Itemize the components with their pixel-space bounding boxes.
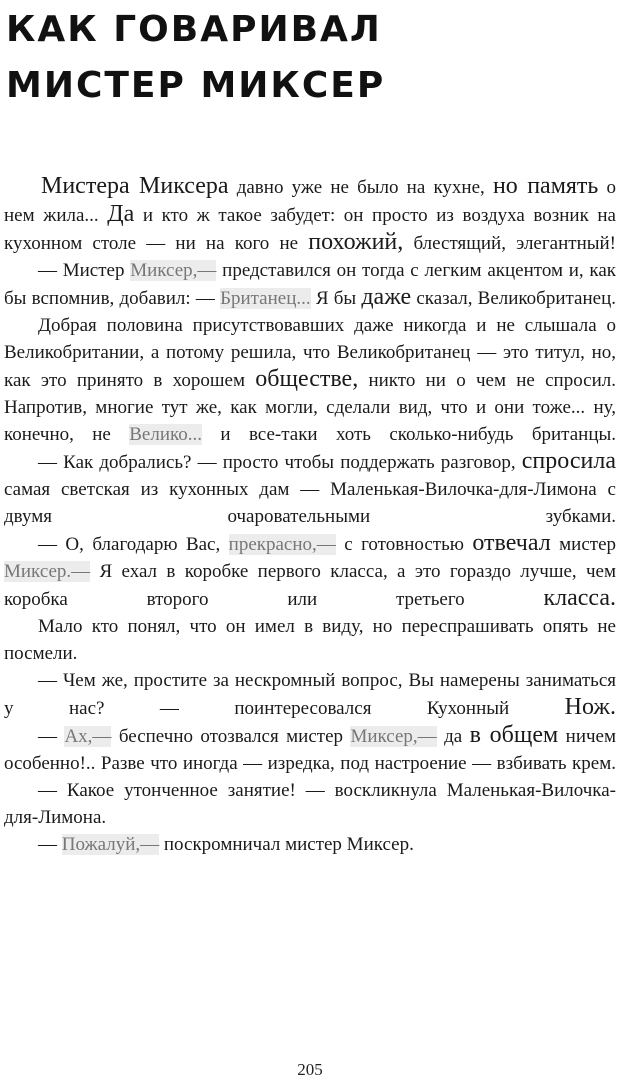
emphasized-text: Да — [107, 201, 135, 227]
text-run: да — [436, 726, 470, 747]
text-run: Я бы — [310, 288, 362, 309]
chapter-title-line-1: КАК ГОВАРИВАЛ — [6, 9, 382, 50]
highlighted-text: прекрасно,— — [228, 534, 336, 555]
emphasized-text: спросила — [521, 448, 616, 474]
text-run: сказал, Великобританец. — [411, 288, 617, 309]
highlighted-text: Ах,— — [64, 726, 112, 747]
text-run: беспечно отозвался мистер — [111, 726, 351, 747]
chapter-title-line-2: МИСТЕР МИКСЕР — [6, 65, 386, 106]
paragraph — [4, 312, 616, 448]
emphasized-text: Нож. — [564, 694, 616, 720]
highlighted-text: Миксер,— — [130, 260, 217, 281]
text-run: представился он тогда с легким акцентом и, как бы вспомнив, добавил: — — [4, 260, 616, 309]
text-run: и все-таки хоть сколько-нибудь британцы. — [202, 424, 616, 445]
text-run: с готовностью — [335, 534, 473, 555]
text-run: давно уже не было на кухне, — [228, 177, 493, 198]
text-run: — — [38, 834, 62, 855]
text-run: блестящий, элегантный! — [403, 233, 616, 254]
text-run: о нем жила... — [4, 177, 617, 226]
paragraph — [4, 530, 616, 613]
text-run: и кто ж такое забудет: он просто из воздуха возник на кухонном столе — ни на кого не — [4, 205, 616, 254]
paragraph — [4, 448, 616, 530]
text-run: — Чем же, простите за нескромный вопрос, Вы намерены заниматься у нас? — поинтересовался Кухонный — [4, 670, 616, 719]
text-run: — Мистер — [38, 260, 131, 281]
emphasized-text: отвечал — [472, 530, 551, 556]
highlighted-text: Велико... — [129, 424, 203, 445]
paragraph — [4, 777, 616, 831]
emphasized-text: даже — [361, 284, 412, 310]
text-run: — О, благодарю Вас, — [38, 534, 229, 555]
emphasized-text: класса. — [543, 585, 616, 611]
emphasized-text: Мистера Миксера — [41, 173, 229, 199]
text-run: никто ни о чем не спросил. Напротив, многие тут же, как могли, сделали вид, что и они тоже... ну, конечно, не — [4, 370, 616, 445]
text-run: Я ехал в коробке первого класса, а это гораздо лучше, чем коробка второго или третьего — [4, 561, 616, 610]
emphasized-text: но память — [492, 173, 599, 199]
emphasized-text: в общем — [469, 722, 559, 748]
highlighted-text: Пожалуй,— — [61, 834, 160, 855]
highlighted-text: Миксер,— — [350, 726, 437, 747]
paragraph — [4, 257, 616, 312]
chapter-title — [6, 2, 385, 114]
text-run: — — [38, 726, 65, 747]
body-text — [4, 173, 616, 858]
text-run: Добрая половина присутствовавших даже никогда и не слышала о Великобритании, а потому решила, что Великобританец — это титул, но, как это принято в хорошем — [4, 315, 616, 391]
text-run: — Как добрались? — просто чтобы поддержать разговор, — [38, 452, 522, 473]
text-run: Мало кто понял, что он имел в виду, но переспрашивать опять не посмели. — [4, 616, 616, 664]
text-run: поскромничал мистер Миксер. — [159, 834, 414, 855]
text-run: мистер — [550, 534, 616, 555]
page-number: 205 — [297, 1060, 323, 1079]
paragraph — [4, 722, 616, 777]
emphasized-text: обществе, — [255, 366, 359, 392]
paragraph — [4, 613, 616, 667]
paragraph — [4, 831, 616, 858]
paragraph — [4, 173, 616, 257]
highlighted-text: Британец... — [220, 288, 311, 309]
paragraph — [4, 667, 616, 722]
text-run: самая светская из кухонных дам — Маленькая-Вилочка-для-Лимона с двумя очаровательными зубками. — [4, 479, 616, 527]
emphasized-text: похожий, — [308, 229, 404, 255]
highlighted-text: Миксер.— — [4, 561, 91, 582]
text-run: — Какое утонченное занятие! — воскликнула Маленькая-Вилочка-для-Лимона. — [4, 780, 616, 828]
text-run: ничем особенно!.. Разве что иногда — изредка, под настроение — взбивать крем. — [4, 726, 616, 774]
